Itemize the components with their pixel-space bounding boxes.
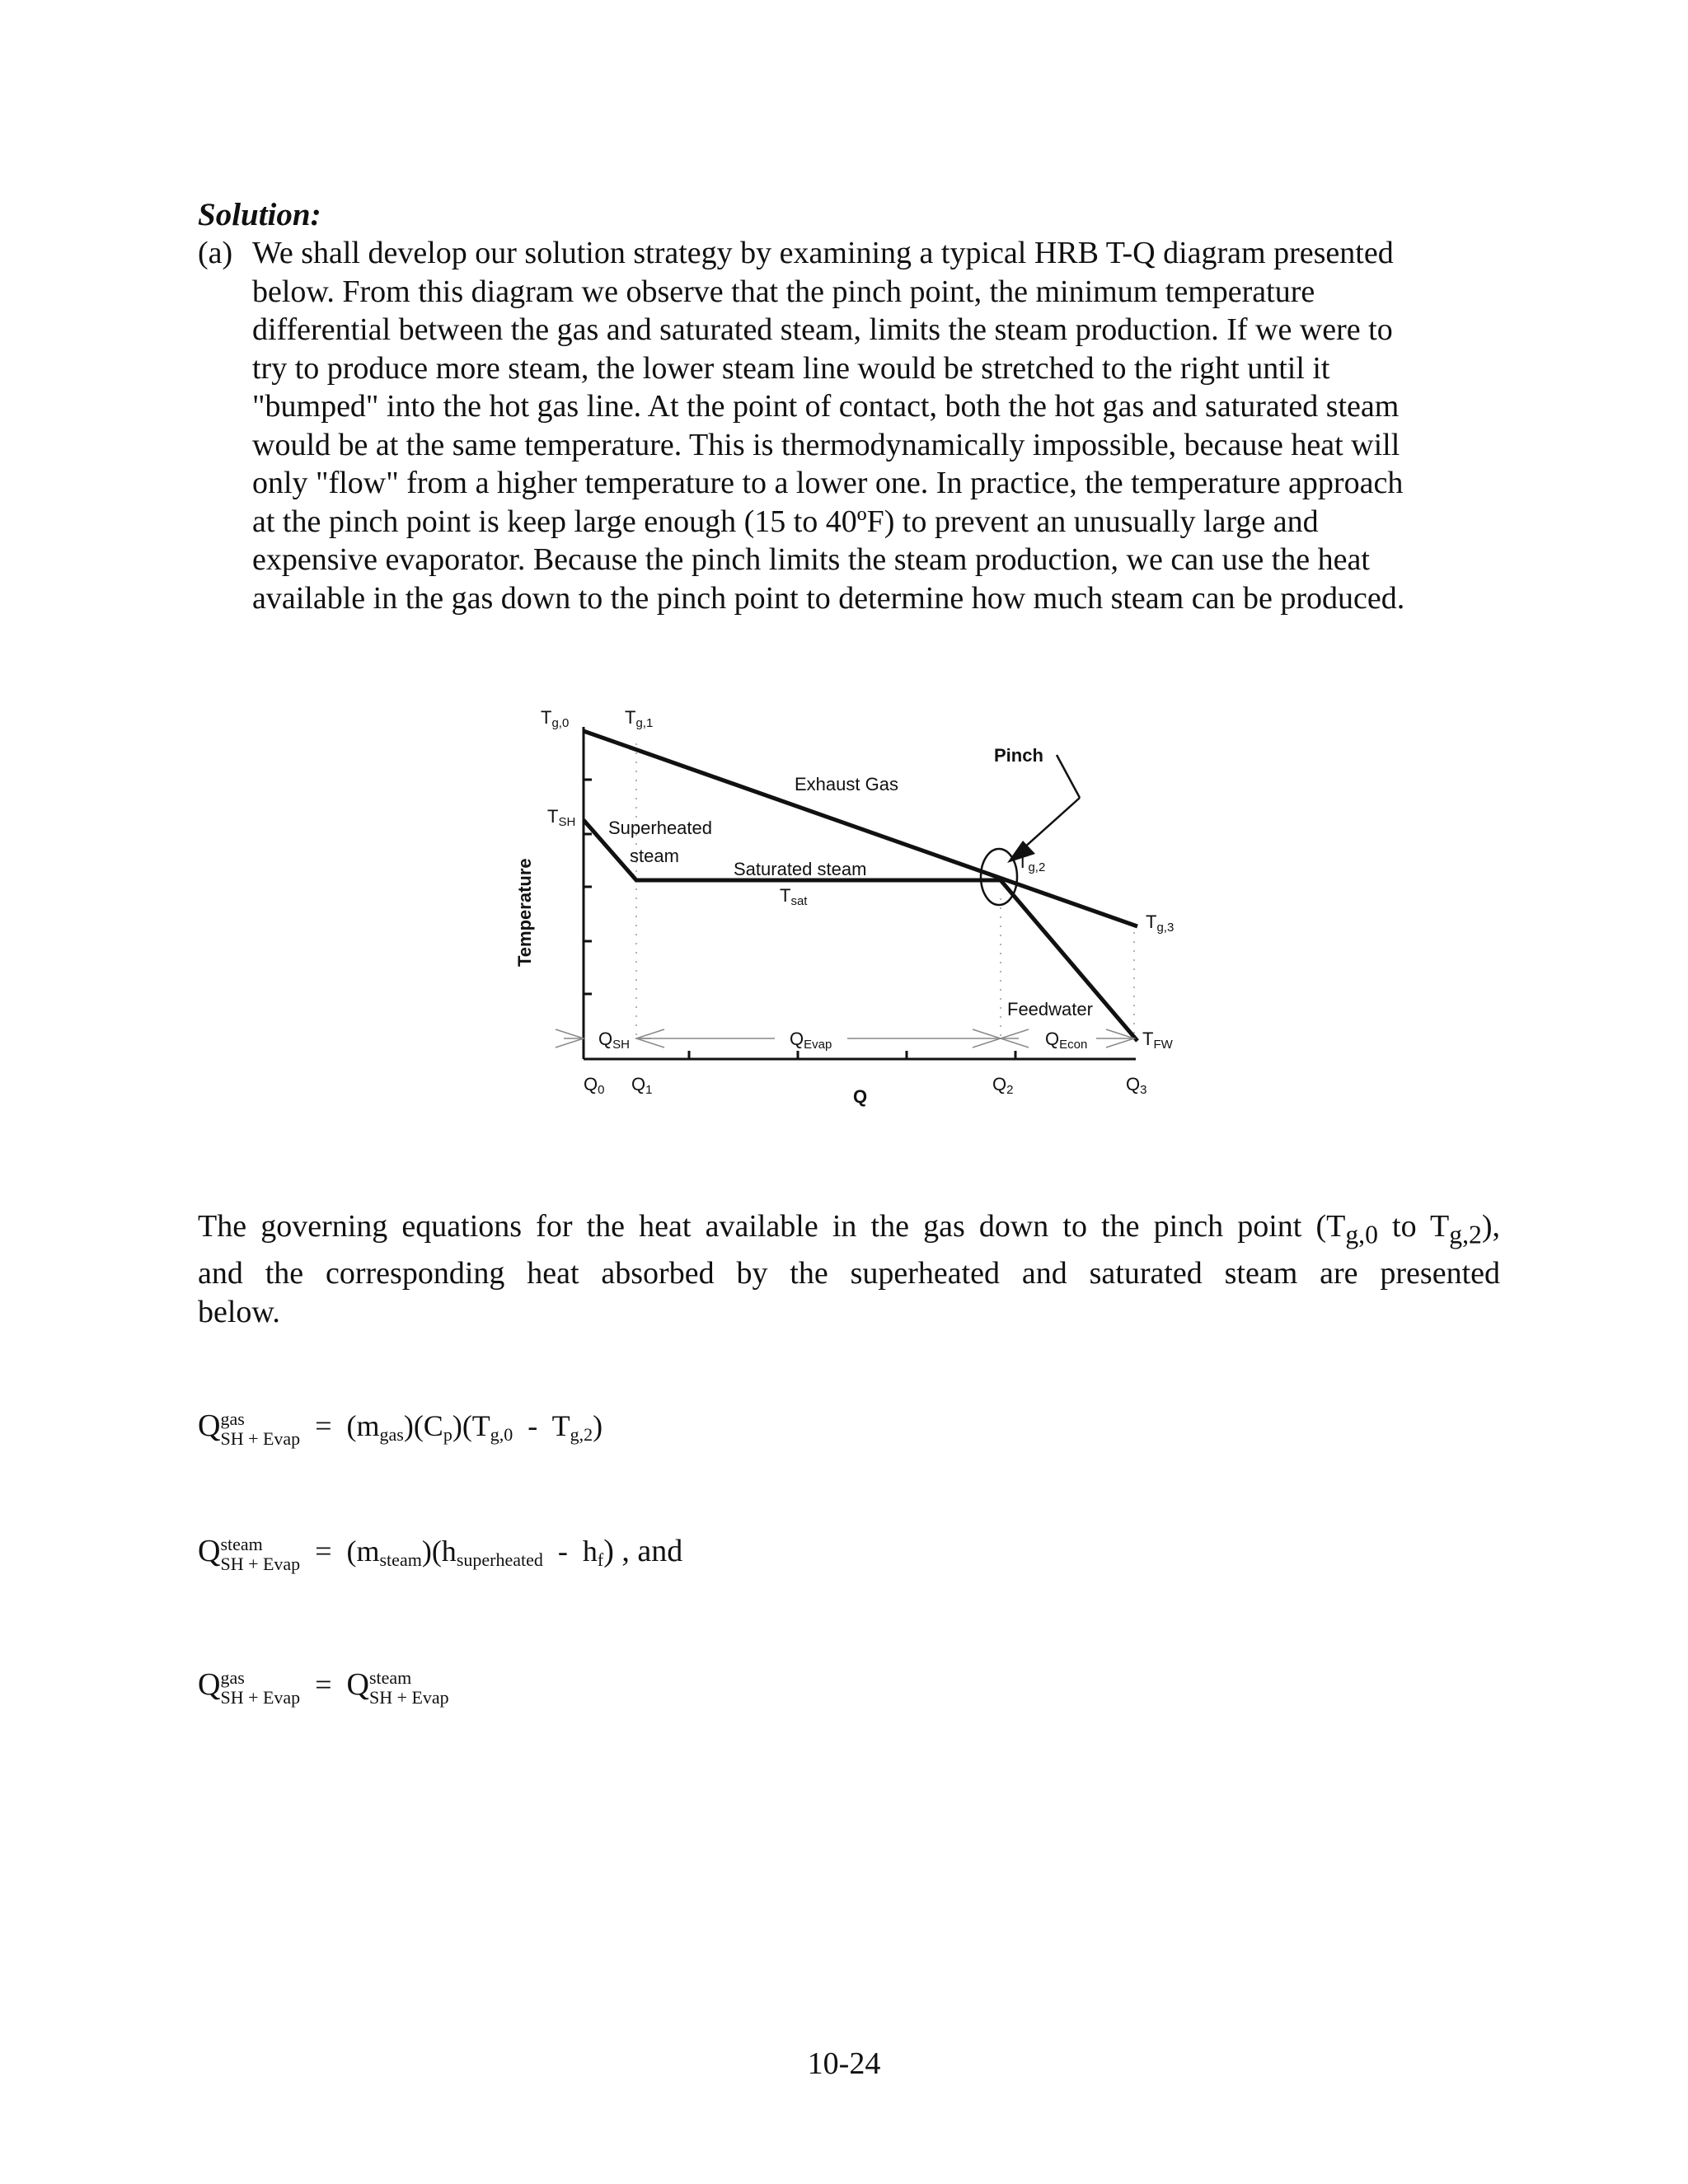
qsh-label: QSH [598, 1029, 630, 1052]
tq-diagram [495, 701, 1203, 1121]
page-number: 10-24 [807, 2046, 881, 2081]
qevap-label: QEvap [790, 1029, 832, 1052]
paragraph-a-line: available in the gas down to the pinch point to determine how much steam can be produced. [252, 580, 1405, 616]
exhaust-gas-label: Exhaust Gas [795, 774, 898, 794]
superheated-label-1: Superheated [608, 818, 712, 838]
q0-label: Q0 [584, 1074, 605, 1097]
tfw-label: TFW [1142, 1029, 1173, 1052]
paragraph-b-line: and the corresponding heat absorbed by the superheated and saturated steam are presented [198, 1256, 1500, 1291]
paragraph-a-line: below. From this diagram we observe that the pinch point, the minimum temperature [252, 274, 1315, 309]
tsh-label: TSH [547, 806, 576, 829]
tg0-label: Tg,0 [541, 707, 570, 730]
y-axis-label: Temperature [514, 858, 535, 967]
feedwater-label: Feedwater [1007, 999, 1093, 1019]
paragraph-a-line: only "flow" from a higher temperature to a lower one. In practice, the temperature approach [252, 466, 1404, 500]
tg2-label: Tg,2 [1017, 851, 1046, 874]
paragraph-a-line: We shall develop our solution strategy by examining a typical HRB T-Q diagram presented [252, 236, 1394, 270]
paragraph-a-line: expensive evaporator. Because the pinch limits the steam production, we can use the heat [252, 542, 1370, 577]
solution-heading: Solution: [198, 197, 321, 232]
superheated-label-2: steam [630, 846, 679, 866]
tsat-label: Tsat [780, 885, 808, 908]
equation-1: Q gas SH + Evap = (mgas)(Cp)(Tg,0 - Tg,2) [198, 1408, 603, 1449]
paragraph-a-line: "bumped" into the hot gas line. At the point of contact, both the hot gas and saturated steam [252, 389, 1400, 424]
paragraph-b-line: The governing equations for the heat available in the gas down to the pinch point ($T_{g,0}$ to $T_{g,2}$), [198, 1209, 1500, 1249]
pinch-label: Pinch [994, 745, 1043, 766]
paragraph-a [198, 234, 1500, 617]
q3-label: Q3 [1126, 1074, 1147, 1097]
paragraph-a-line: differential between the gas and saturated steam, limits the steam production. If we were to [252, 312, 1393, 347]
q2-label: Q2 [992, 1074, 1014, 1097]
saturated-steam-label: Saturated steam [734, 859, 867, 879]
paragraph-a-label: (a) [198, 236, 233, 270]
tg1-label: Tg,1 [625, 707, 654, 730]
paragraph-a-line: would be at the same temperature. This is thermodynamically impossible, because heat will [252, 427, 1400, 462]
q1-label: Q1 [631, 1074, 653, 1097]
tg3-label: Tg,3 [1146, 912, 1175, 935]
equation-3: Q gas SH + Evap = Q steam SH + Evap [198, 1666, 449, 1708]
qecon-label: QEcon [1045, 1029, 1088, 1052]
x-axis-label: Q [853, 1086, 868, 1107]
paragraph-a-line: at the pinch point is keep large enough (15 to 40ºF) to prevent an unusually large and [252, 504, 1319, 539]
paragraph-b [198, 1207, 1500, 1331]
paragraph-b-line: below. [198, 1294, 280, 1329]
paragraph-a-line: try to produce more steam, the lower steam line would be stretched to the right until it [252, 350, 1330, 386]
equation-2: Q steam SH + Evap = (msteam)(hsuperheated - hf) , and [198, 1533, 683, 1574]
pinch-leader [1057, 755, 1080, 798]
